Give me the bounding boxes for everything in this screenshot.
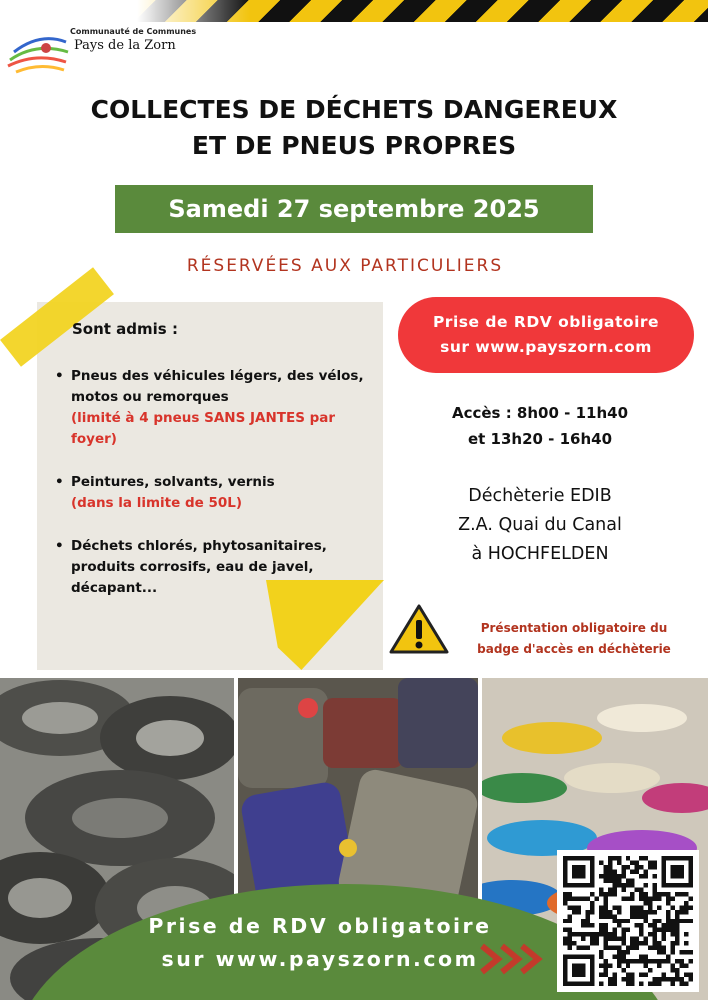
title-line-1: COLLECTES DE DÉCHETS DANGEREUX <box>90 95 618 124</box>
badge-notice <box>456 618 692 660</box>
item-note: (limité à 4 pneus SANS JANTES par foyer) <box>71 410 336 447</box>
badge-line-2: badge d'accès en déchèterie <box>477 642 671 656</box>
title-line-2: ET DE PNEUS PROPRES <box>191 131 517 160</box>
rdv-pill <box>398 297 694 373</box>
bottom-rdv-text <box>120 910 520 976</box>
item-text: Pneus des véhicules légers, des vélos, motos ou remorques <box>71 368 364 405</box>
bottom-line-1: Prise de RDV obligatoire <box>148 914 492 938</box>
date-banner: Samedi 27 septembre 2025 <box>115 185 593 233</box>
item-text: Déchets chlorés, phytosanitaires, produits corrosifs, eau de javel, décapant... <box>71 538 327 596</box>
opening-hours <box>398 400 682 452</box>
item-text: Peintures, solvants, vernis <box>71 474 275 490</box>
qr-code[interactable] <box>557 850 699 992</box>
list-item <box>54 472 374 514</box>
address-line-1: Déchèterie EDIB <box>468 486 612 506</box>
address-line-3: à HOCHFELDEN <box>471 544 609 564</box>
logo-org-label: Communauté de Communes <box>70 27 197 36</box>
hazard-stripe <box>0 0 708 22</box>
rdv-line-2: sur www.payszorn.com <box>440 338 652 356</box>
reserved-notice: RÉSERVÉES AUX PARTICULIERS <box>186 256 504 276</box>
list-item <box>54 366 374 450</box>
logo-name-label: Pays de la Zorn <box>74 38 176 53</box>
item-note: (dans la limite de 50L) <box>71 495 243 511</box>
page-title <box>0 92 708 164</box>
triple-chevron-right-icon <box>480 943 546 975</box>
bottom-line-2: sur www.payszorn.com <box>161 947 479 971</box>
list-item <box>54 536 374 599</box>
address-block <box>398 482 682 569</box>
admitted-list <box>54 366 374 621</box>
admitted-title: Sont admis : <box>72 320 178 338</box>
hours-line-1: Accès : 8h00 - 11h40 <box>451 404 629 422</box>
warning-triangle-icon <box>388 603 450 655</box>
rdv-line-1: Prise de RDV obligatoire <box>432 313 660 331</box>
address-line-2: Z.A. Quai du Canal <box>458 515 622 535</box>
hours-line-2: et 13h20 - 16h40 <box>467 430 613 448</box>
badge-line-1: Présentation obligatoire du <box>480 621 668 635</box>
